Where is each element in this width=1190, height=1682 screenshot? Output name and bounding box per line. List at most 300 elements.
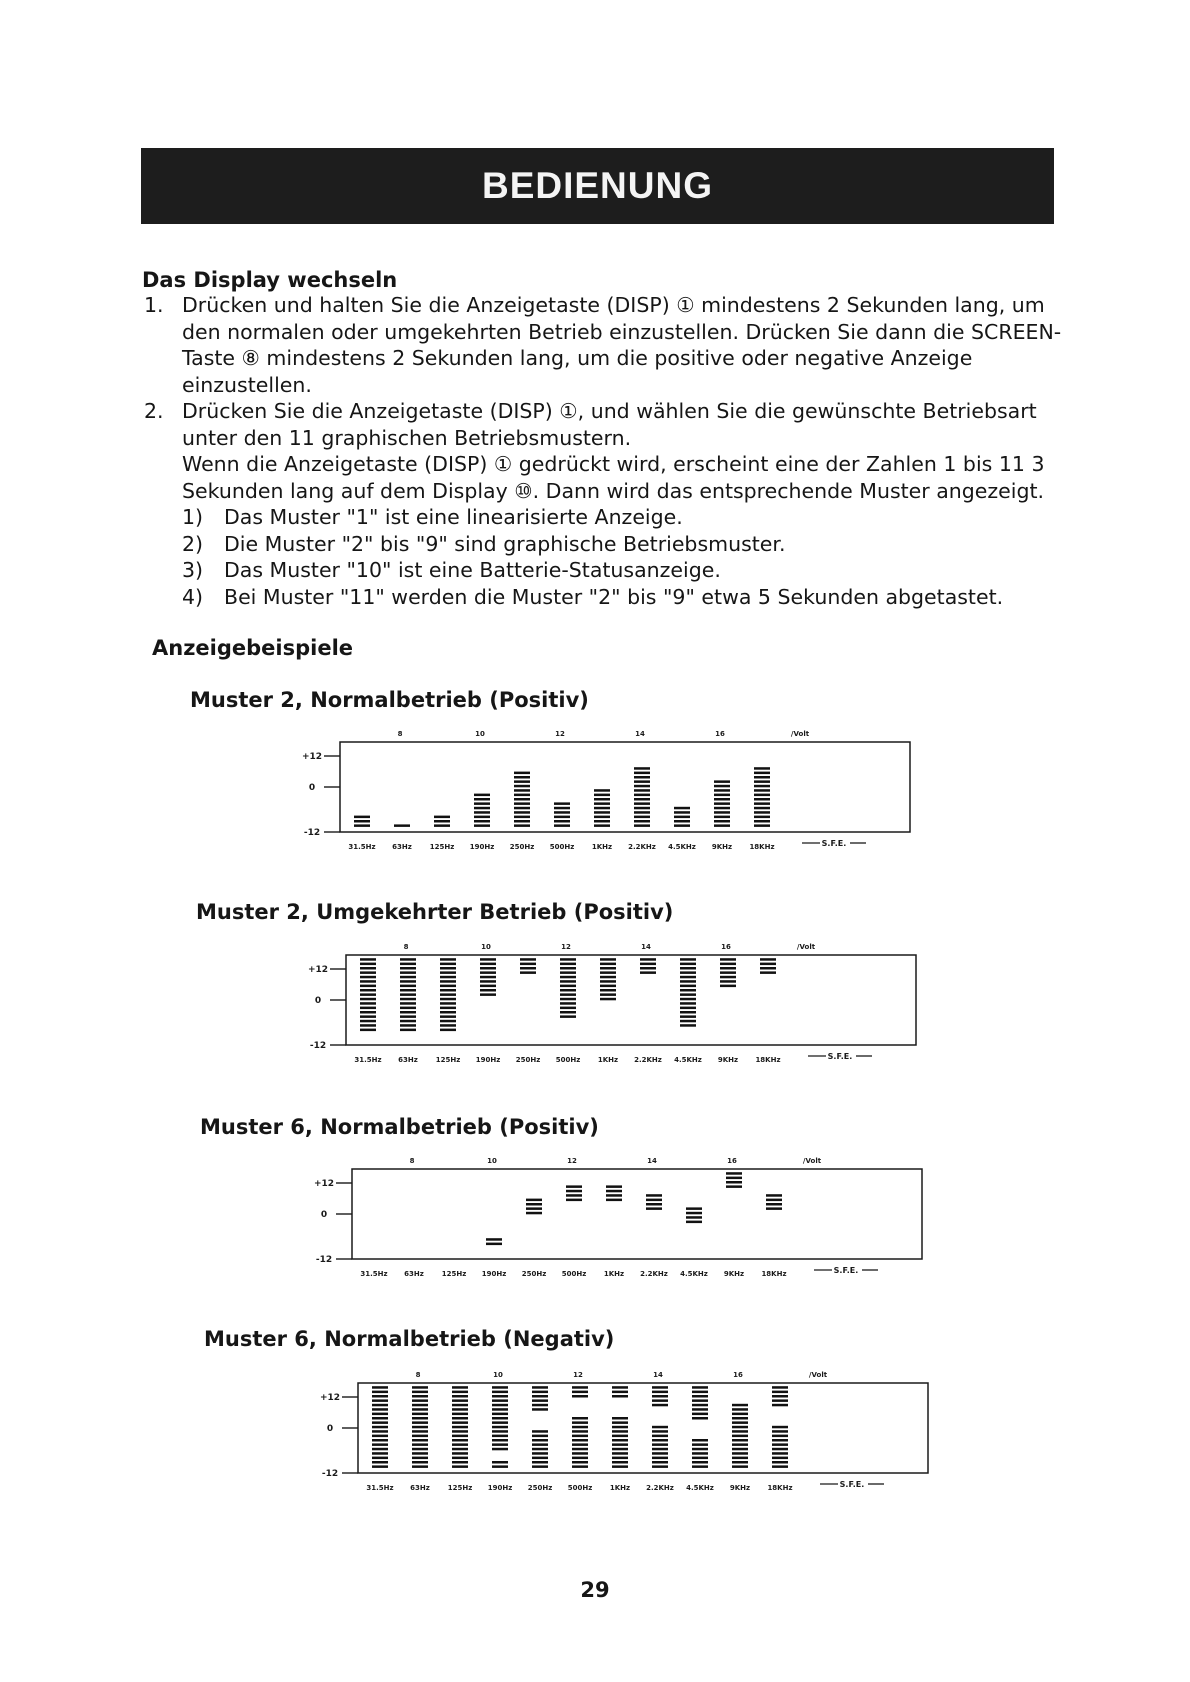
freq-label: 1KHz [603, 1270, 625, 1278]
bar-segment [412, 1448, 428, 1451]
bar-segment [714, 807, 730, 810]
bar-segment [634, 767, 650, 770]
bar-segment [692, 1461, 708, 1464]
bar-segment [692, 1404, 708, 1407]
bar-segment [554, 816, 570, 819]
bar-segment [720, 980, 736, 983]
bar-segment [640, 958, 656, 961]
bar-segment [646, 1203, 662, 1206]
list-item [182, 531, 1070, 558]
level-label: -12 [315, 1255, 333, 1265]
bar-segment [360, 980, 376, 983]
bar-segment [560, 1002, 576, 1005]
bar-segment [360, 963, 376, 966]
freq-label: 190Hz [469, 843, 495, 851]
freq-label: 190Hz [481, 1270, 507, 1278]
bar-segment [480, 971, 496, 974]
bar-segment [612, 1448, 628, 1451]
level-label: +12 [319, 1393, 341, 1403]
bar-segment [600, 993, 616, 996]
bar-segment [714, 824, 730, 827]
bar-segment [452, 1448, 468, 1451]
bar-segment [754, 820, 770, 823]
bar-segment [452, 1452, 468, 1455]
step-text: Drücken und halten Sie die Anzeigetaste (DISP) ① mindestens 2 Sekunden lang, um den normalen oder umgekehrten Betrieb einzustellen. Drücken Sie dann die SCREEN-Taste ⑧ mindestens 2 Sekunden lang, um die positive oder negative Anzeige einzustellen. [182, 293, 1062, 397]
bar-segment [526, 1212, 542, 1215]
voltage-tick-label: /Volt [802, 1157, 822, 1165]
bar-segment [600, 967, 616, 970]
bar-segment [480, 976, 496, 979]
list-item [182, 557, 1070, 584]
panel-title: Muster 2, Umgekehrter Betrieb (Positiv) [196, 900, 674, 924]
bar-segment [372, 1461, 388, 1464]
bar-segment [400, 985, 416, 988]
bar-segment [600, 958, 616, 961]
eq-bar [452, 1386, 468, 1468]
bar-segment [400, 1020, 416, 1023]
bar-segment [612, 1435, 628, 1438]
eq-bar [686, 1207, 702, 1223]
bar-segment [372, 1457, 388, 1460]
panel-title: Muster 6, Normalbetrieb (Negativ) [204, 1327, 615, 1351]
bar-segment [520, 971, 536, 974]
bar-segment [772, 1391, 788, 1394]
bar-segment [372, 1452, 388, 1455]
bar-segment [452, 1443, 468, 1446]
bar-segment [520, 958, 536, 961]
bar-segment [400, 967, 416, 970]
bar-segment [560, 958, 576, 961]
voltage-tick-label: 16 [727, 1157, 737, 1165]
bar-segment [714, 785, 730, 788]
freq-label: 9KHz [729, 1484, 751, 1492]
bar-segment [652, 1435, 668, 1438]
bar-segment [634, 807, 650, 810]
bar-segment [440, 980, 456, 983]
bar-segment [600, 963, 616, 966]
bar-segment [400, 998, 416, 1001]
freq-label: 2.2KHz [646, 1484, 674, 1492]
freq-label: 2.2KHz [628, 843, 656, 851]
bar-segment [772, 1404, 788, 1407]
freq-label: 31.5Hz [360, 1270, 388, 1278]
bar-segment [514, 785, 530, 788]
bar-segment [646, 1199, 662, 1202]
bar-segment [554, 807, 570, 810]
freq-label: 63Hz [398, 1056, 418, 1064]
bar-segment [594, 820, 610, 823]
bar-segment [692, 1395, 708, 1398]
bar-segment [686, 1216, 702, 1219]
bar-segment [646, 1194, 662, 1197]
bar-segment [612, 1391, 628, 1394]
bar-segment [680, 1011, 696, 1014]
sub-text: Das Muster "1" ist eine linearisierte Anzeige. [224, 505, 683, 529]
bar-segment [492, 1426, 508, 1429]
sub-number: 4) [182, 584, 204, 609]
freq-label: 9KHz [711, 843, 733, 851]
bar-segment [754, 767, 770, 770]
bar-segment [354, 816, 370, 819]
freq-label: 4.5KHz [686, 1484, 714, 1492]
bar-segment [634, 824, 650, 827]
freq-label: 125Hz [429, 843, 455, 851]
bar-segment [680, 993, 696, 996]
bar-segment [566, 1194, 582, 1197]
bar-segment [480, 967, 496, 970]
bar-segment [674, 807, 690, 810]
bar-segment [360, 1011, 376, 1014]
bar-segment [486, 1243, 502, 1246]
level-label: -12 [321, 1469, 339, 1479]
eq-bar [572, 1386, 588, 1397]
bar-segment [412, 1391, 428, 1394]
voltage-tick-label: 8 [403, 943, 409, 951]
bar-segment [652, 1391, 668, 1394]
bar-segment [492, 1399, 508, 1402]
bar-segment [532, 1404, 548, 1407]
step-number: 2. [144, 399, 164, 423]
level-label: 0 [314, 996, 322, 1006]
voltage-tick-label: 8 [415, 1371, 421, 1379]
bar-segment [600, 976, 616, 979]
bar-segment [692, 1386, 708, 1389]
freq-label: 4.5KHz [674, 1056, 702, 1064]
panel-title: Muster 2, Normalbetrieb (Positiv) [190, 688, 589, 712]
bar-segment [714, 811, 730, 814]
bar-segment [686, 1212, 702, 1215]
voltage-tick-label: 10 [475, 730, 485, 738]
bar-segment [652, 1443, 668, 1446]
bar-segment [732, 1413, 748, 1416]
eq-bar [474, 794, 490, 827]
bar-segment [412, 1413, 428, 1416]
bar-segment [772, 1457, 788, 1460]
bar-segment [692, 1399, 708, 1402]
list-item [182, 504, 1070, 531]
bar-segment [572, 1452, 588, 1455]
display-panel-3 [312, 1152, 932, 1287]
bar-segment [412, 1404, 428, 1407]
bar-segment [360, 993, 376, 996]
bar-segment [594, 824, 610, 827]
bar-segment [680, 1007, 696, 1010]
bar-segment [720, 971, 736, 974]
bar-segment [452, 1386, 468, 1389]
bar-segment [680, 980, 696, 983]
bar-segment [372, 1430, 388, 1433]
voltage-tick-label: 14 [653, 1371, 663, 1379]
freq-label: 2.2KHz [640, 1270, 668, 1278]
bar-segment [772, 1461, 788, 1464]
sub-text: Bei Muster "11" werden die Muster "2" bis "9" etwa 5 Sekunden abgetastet. [224, 584, 1004, 609]
sub-number: 2) [182, 531, 204, 556]
bar-segment [754, 789, 770, 792]
bar-segment [560, 998, 576, 1001]
bar-segment [560, 1015, 576, 1018]
bar-segment [692, 1457, 708, 1460]
bar-segment [692, 1417, 708, 1420]
bar-segment [634, 785, 650, 788]
bar-segment [440, 1011, 456, 1014]
bar-segment [732, 1404, 748, 1407]
eq-bar [760, 958, 776, 974]
bar-segment [772, 1399, 788, 1402]
voltage-tick-label: 12 [561, 943, 571, 951]
bar-segment [634, 811, 650, 814]
bar-segment [514, 794, 530, 797]
bar-segment [572, 1417, 588, 1420]
bar-segment [760, 971, 776, 974]
bar-segment [572, 1430, 588, 1433]
bar-segment [532, 1457, 548, 1460]
freq-label: 250Hz [527, 1484, 553, 1492]
bar-segment [612, 1452, 628, 1455]
bar-segment [452, 1465, 468, 1468]
bar-segment [606, 1190, 622, 1193]
level-label: 0 [308, 783, 316, 793]
bar-segment [572, 1448, 588, 1451]
bar-segment [732, 1439, 748, 1442]
bar-segment [532, 1391, 548, 1394]
eq-bar [434, 816, 450, 827]
eq-bar [566, 1185, 582, 1201]
bar-segment [606, 1194, 622, 1197]
bar-segment [594, 794, 610, 797]
section-heading: Das Display wechseln [142, 268, 398, 292]
sub-text: Das Muster "10" ist eine Batterie-Statusanzeige. [224, 558, 721, 582]
bar-segment [492, 1439, 508, 1442]
freq-label: 4.5KHz [680, 1270, 708, 1278]
bar-segment [412, 1417, 428, 1420]
bar-segment [732, 1417, 748, 1420]
bar-segment [566, 1190, 582, 1193]
level-label: 0 [326, 1424, 334, 1434]
freq-label: 2.2KHz [634, 1056, 662, 1064]
eq-bar [652, 1386, 668, 1406]
bar-segment [440, 1029, 456, 1032]
bar-segment [560, 985, 576, 988]
eq-bar [372, 1386, 388, 1468]
voltage-tick-label: 14 [647, 1157, 657, 1165]
bar-segment [772, 1386, 788, 1389]
bar-segment [572, 1457, 588, 1460]
bar-segment [612, 1443, 628, 1446]
bar-segment [732, 1435, 748, 1438]
bar-segment [492, 1408, 508, 1411]
bar-segment [372, 1395, 388, 1398]
bar-segment [452, 1417, 468, 1420]
bar-segment [434, 816, 450, 819]
examples-heading: Anzeigebeispiele [152, 636, 354, 660]
eq-bar [594, 789, 610, 827]
eq-bar [572, 1417, 588, 1468]
freq-label: 250Hz [509, 843, 535, 851]
bar-segment [612, 1395, 628, 1398]
bar-segment [680, 1015, 696, 1018]
freq-label: 31.5Hz [366, 1484, 394, 1492]
bar-segment [412, 1461, 428, 1464]
bar-segment [732, 1448, 748, 1451]
voltage-tick-label: 16 [733, 1371, 743, 1379]
bar-segment [754, 785, 770, 788]
freq-label: 500Hz [561, 1270, 587, 1278]
bar-segment [754, 780, 770, 783]
bar-segment [412, 1465, 428, 1468]
freq-label: 500Hz [549, 843, 575, 851]
eq-bar [754, 767, 770, 827]
steps-list [140, 292, 1070, 610]
bar-segment [400, 1002, 416, 1005]
bar-segment [452, 1461, 468, 1464]
bar-segment [532, 1386, 548, 1389]
bar-segment [606, 1199, 622, 1202]
bar-segment [440, 976, 456, 979]
bar-segment [372, 1448, 388, 1451]
bar-segment [514, 807, 530, 810]
bar-segment [646, 1207, 662, 1210]
bar-segment [560, 967, 576, 970]
bar-segment [692, 1391, 708, 1394]
bar-segment [732, 1426, 748, 1429]
bar-segment [720, 967, 736, 970]
voltage-tick-label: 14 [641, 943, 651, 951]
bar-segment [440, 1020, 456, 1023]
bar-segment [772, 1443, 788, 1446]
bar-segment [440, 998, 456, 1001]
bar-segment [452, 1430, 468, 1433]
bar-segment [492, 1413, 508, 1416]
bar-segment [652, 1461, 668, 1464]
bar-segment [452, 1408, 468, 1411]
bar-segment [474, 794, 490, 797]
bar-segment [360, 1015, 376, 1018]
bar-segment [452, 1399, 468, 1402]
freq-label: 500Hz [567, 1484, 593, 1492]
bar-segment [612, 1417, 628, 1420]
bar-segment [434, 820, 450, 823]
bar-segment [772, 1452, 788, 1455]
bar-segment [560, 1007, 576, 1010]
bar-segment [492, 1443, 508, 1446]
bar-segment [766, 1207, 782, 1210]
bar-segment [412, 1395, 428, 1398]
bar-segment [566, 1185, 582, 1188]
step-number: 1. [144, 293, 164, 317]
bar-segment [652, 1386, 668, 1389]
bar-segment [692, 1452, 708, 1455]
bar-segment [612, 1457, 628, 1460]
eq-bar [720, 958, 736, 987]
bar-segment [720, 976, 736, 979]
eq-bar [532, 1430, 548, 1468]
bar-segment [514, 798, 530, 801]
display-frame [346, 955, 916, 1045]
display-panel-2 [306, 938, 926, 1073]
voltage-tick-label: 8 [409, 1157, 415, 1165]
bar-segment [434, 824, 450, 827]
bar-segment [714, 794, 730, 797]
bar-segment [692, 1443, 708, 1446]
bar-segment [640, 967, 656, 970]
sfe-label: S.F.E. [833, 1266, 859, 1275]
eq-bar [486, 1238, 502, 1245]
bar-segment [360, 976, 376, 979]
bar-segment [360, 1024, 376, 1027]
bar-segment [554, 824, 570, 827]
freq-label: 125Hz [447, 1484, 473, 1492]
voltage-tick-label: 12 [555, 730, 565, 738]
bar-segment [726, 1181, 742, 1184]
bar-segment [492, 1391, 508, 1394]
voltage-tick-label: 10 [493, 1371, 503, 1379]
bar-segment [440, 1024, 456, 1027]
bar-segment [600, 998, 616, 1001]
bar-segment [372, 1408, 388, 1411]
eq-bar [560, 958, 576, 1018]
bar-segment [692, 1439, 708, 1442]
level-label: -12 [309, 1041, 327, 1051]
eq-bar [714, 780, 730, 827]
eq-bar [520, 958, 536, 974]
bar-segment [452, 1439, 468, 1442]
freq-label: 31.5Hz [348, 843, 376, 851]
bar-segment [634, 776, 650, 779]
bar-segment [554, 802, 570, 805]
instruction-block [140, 268, 1070, 610]
bar-segment [732, 1443, 748, 1446]
bar-segment [440, 1002, 456, 1005]
bar-segment [372, 1421, 388, 1424]
bar-segment [474, 798, 490, 801]
bar-segment [520, 963, 536, 966]
bar-segment [480, 985, 496, 988]
bar-segment [772, 1435, 788, 1438]
bar-segment [400, 971, 416, 974]
bar-segment [652, 1399, 668, 1402]
bar-segment [400, 1029, 416, 1032]
bar-segment [714, 820, 730, 823]
level-label: +12 [301, 752, 323, 762]
eq-bar [360, 958, 376, 1031]
bar-segment [440, 971, 456, 974]
bar-segment [372, 1413, 388, 1416]
bar-segment [412, 1399, 428, 1402]
bar-segment [732, 1452, 748, 1455]
bar-segment [412, 1457, 428, 1460]
bar-segment [680, 971, 696, 974]
bar-segment [400, 1015, 416, 1018]
bar-segment [480, 989, 496, 992]
bar-segment [560, 976, 576, 979]
sub-text: Die Muster "2" bis "9" sind graphische Betriebsmuster. [224, 531, 786, 556]
bar-segment [532, 1439, 548, 1442]
bar-segment [572, 1439, 588, 1442]
bar-segment [612, 1430, 628, 1433]
eq-bar [480, 958, 496, 996]
voltage-tick-label: 8 [397, 730, 403, 738]
bar-segment [532, 1448, 548, 1451]
bar-segment [634, 794, 650, 797]
eq-bar [646, 1194, 662, 1210]
freq-label: 125Hz [441, 1270, 467, 1278]
bar-segment [680, 958, 696, 961]
level-label: 0 [320, 1210, 328, 1220]
sfe-label: S.F.E. [821, 839, 847, 848]
bar-segment [680, 989, 696, 992]
eq-bar [612, 1417, 628, 1468]
bar-segment [754, 776, 770, 779]
